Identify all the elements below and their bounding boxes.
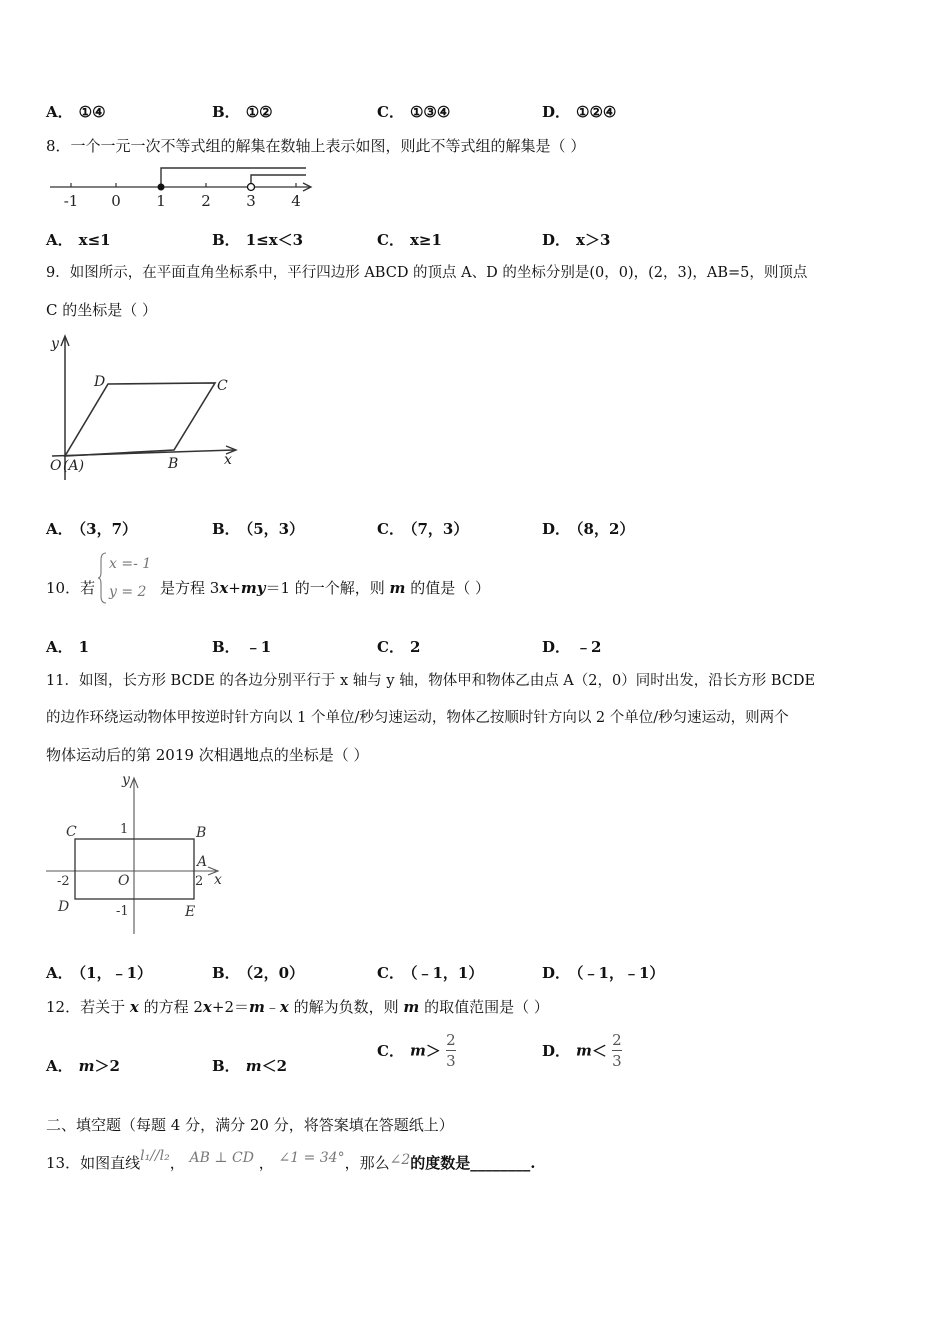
label-b: B — [168, 456, 179, 472]
q10-option-a — [46, 636, 89, 657]
text: 的取值范围是（ ） — [424, 998, 549, 1016]
option-label: B． — [212, 638, 240, 656]
fraction-denominator: 3 — [446, 1052, 456, 1070]
q12-option-a — [46, 1055, 120, 1076]
label-y: y — [51, 336, 59, 352]
label-y: y — [122, 772, 130, 788]
option-text: （2，0） — [245, 964, 305, 982]
q13-stem — [46, 1148, 536, 1175]
option-text: （8，2） — [576, 520, 635, 538]
label-e: E — [185, 904, 196, 920]
option-text: 2 — [409, 638, 421, 656]
option-label: D． — [542, 103, 571, 121]
option-rel: ＜ — [591, 1042, 607, 1060]
option-text: （5，3） — [245, 520, 305, 538]
section-2-title: 二、填空题（每题 4 分，满分 20 分，将答案填在答题纸上） — [46, 1116, 454, 1134]
option-text: x＞3 — [576, 231, 611, 249]
option-label: D． — [542, 964, 571, 982]
option-label: C． — [377, 231, 404, 249]
q9-stem-line2: C 的坐标是（ ） — [46, 301, 158, 319]
tick-label: 1 — [156, 192, 166, 210]
q11-option-a — [46, 962, 152, 983]
q11-stem-line3: 物体运动后的第 2019 次相遇地点的坐标是（ ） — [46, 746, 369, 764]
q11-option-b — [212, 962, 304, 983]
q12-option-d — [542, 1030, 622, 1071]
option-label: B． — [212, 1057, 240, 1075]
fraction — [446, 1030, 456, 1071]
q9-option-b — [212, 518, 304, 539]
q12-options — [46, 1030, 906, 1080]
option-label: C． — [377, 1042, 404, 1060]
option-text: （3，7） — [78, 520, 138, 538]
text: ＝1 的一个解，则 — [265, 579, 385, 597]
label-x: x — [224, 452, 232, 468]
q8-stem: 8．一个一元一次不等式组的解集在数轴上表示如图，则此不等式组的解集是（ ） — [46, 137, 586, 155]
label-neg-two: -2 — [57, 874, 70, 889]
q9-stem-line1: 9．如图所示，在平面直角坐标系中，平行四边形 ABCD 的顶点 A、D 的坐标分别是(0，0)，(2，3)，AB=5，则顶点 — [46, 265, 808, 281]
q8-option-c — [377, 229, 442, 250]
option-text: ①② — [245, 103, 273, 121]
q8-option-d — [542, 229, 610, 250]
tick-label: -1 — [63, 192, 79, 210]
text: 的方程 2 — [143, 998, 203, 1016]
option-text: x≥1 — [409, 231, 442, 249]
q11-option-d — [542, 962, 664, 983]
var-my: my — [240, 579, 266, 597]
q10-prefix: 10．若 — [46, 579, 96, 597]
open-point-icon — [248, 184, 255, 191]
math-angle-2: ∠2 — [389, 1152, 411, 1168]
option-text: （﹣1，1） — [409, 964, 484, 982]
text: 是方程 3 — [160, 579, 220, 597]
option-var: m — [78, 1057, 95, 1075]
closed-point-icon — [158, 184, 165, 191]
option-label: C． — [377, 520, 404, 538]
q10-suffix — [160, 577, 490, 599]
q7-option-c — [377, 101, 450, 122]
tick-label: 0 — [111, 192, 121, 210]
q11-options — [46, 962, 906, 984]
label-c: C — [66, 824, 77, 840]
label-a: (A) — [63, 458, 85, 474]
math-angle-1: ∠1 = 34° — [278, 1150, 345, 1166]
option-label: C． — [377, 103, 404, 121]
label-d: D — [58, 899, 70, 915]
label-c: C — [217, 378, 228, 394]
label-x: x — [214, 872, 222, 888]
var-x: x — [219, 579, 229, 597]
q10-system-brace-icon — [98, 552, 108, 604]
q11-stem-line2: 的边作环绕运动物体甲按逆时针方向以 1 个单位/秒匀速运动，物体乙按顺时针方向以 2 个单位/秒匀速运动，则两个 — [46, 710, 789, 726]
option-text: ①④ — [78, 103, 106, 121]
q9-parallelogram-figure — [44, 332, 244, 482]
option-label: A． — [46, 638, 73, 656]
text: +2＝ — [211, 998, 249, 1016]
option-label: D． — [542, 1042, 571, 1060]
var-x: x — [279, 998, 289, 1016]
text: 12．若关于 — [46, 998, 126, 1016]
option-text: ﹣2 — [576, 638, 602, 656]
q12-option-c — [377, 1030, 456, 1071]
var-x: x — [129, 998, 139, 1016]
label-a: A — [197, 854, 208, 870]
q11-stem-line1: 11．如图，长方形 BCDE 的各边分别平行于 x 轴与 y 轴，物体甲和物体乙由点 A（2，0）同时出发，沿长方形 BCDE — [46, 673, 816, 689]
q10-system-line2: y = 2 — [109, 584, 147, 600]
text: 的值是（ ） — [410, 579, 490, 597]
fraction-numerator: 2 — [446, 1031, 456, 1049]
option-label: A． — [46, 520, 73, 538]
math-perpendicular: AB ⊥ CD — [189, 1150, 254, 1166]
option-text: ﹣1 — [245, 638, 272, 656]
math-parallel: l₁//l₂ — [140, 1148, 170, 1164]
parallelogram-abcd — [65, 383, 215, 456]
q10-options — [46, 636, 906, 658]
var-m: m — [403, 998, 420, 1016]
option-label: C． — [377, 964, 404, 982]
text: ， — [169, 1154, 185, 1172]
answer-blank: 的度数是________. — [410, 1154, 536, 1172]
option-label: D． — [542, 638, 571, 656]
label-one: 1 — [120, 822, 129, 837]
label-two: 2 — [195, 874, 204, 889]
fraction — [612, 1030, 622, 1071]
label-b: B — [196, 825, 207, 841]
q12-option-b — [212, 1055, 287, 1076]
option-label: D． — [542, 520, 571, 538]
fraction-denominator: 3 — [612, 1052, 622, 1070]
var-m: m — [249, 998, 265, 1016]
q7-option-d — [542, 101, 616, 122]
option-label: B． — [212, 231, 240, 249]
solution-bracket-1 — [161, 168, 306, 187]
option-text: （﹣1，﹣1） — [576, 964, 665, 982]
option-text: 1 — [78, 638, 90, 656]
q10-system-line1: x =- 1 — [109, 556, 152, 572]
option-text: ①③④ — [409, 103, 451, 121]
option-var: m — [409, 1041, 426, 1060]
q8-option-a — [46, 229, 111, 250]
option-text: （1，﹣1） — [78, 964, 153, 982]
option-rel: ＜2 — [261, 1057, 287, 1075]
text: + — [228, 579, 241, 597]
text: ﹣ — [264, 998, 280, 1016]
option-text: 1≤x＜3 — [245, 231, 304, 249]
option-text: ①②④ — [576, 103, 617, 121]
q8-options — [46, 229, 906, 251]
solution-bracket-2 — [251, 175, 306, 187]
fraction-numerator: 2 — [612, 1031, 622, 1049]
option-var: m — [245, 1057, 262, 1075]
tick-label: 4 — [291, 192, 301, 210]
option-text: （7，3） — [409, 520, 469, 538]
tick-label: 3 — [246, 192, 256, 210]
option-label: A． — [46, 103, 73, 121]
q12-stem — [46, 996, 549, 1018]
option-label: A． — [46, 964, 73, 982]
q7-option-a — [46, 101, 106, 122]
q7-option-b — [212, 101, 273, 122]
q9-options — [46, 518, 906, 540]
option-rel: ＞2 — [94, 1057, 120, 1075]
var-m: m — [389, 579, 406, 597]
option-label: D． — [542, 231, 571, 249]
label-d: D — [94, 374, 106, 390]
tick-label: 2 — [201, 192, 211, 210]
option-label: C． — [377, 638, 404, 656]
option-rel: ＞ — [425, 1042, 441, 1060]
option-label: A． — [46, 1057, 73, 1075]
var-x: x — [202, 998, 212, 1016]
q10-option-b — [212, 636, 271, 657]
option-label: B． — [212, 520, 240, 538]
q9-option-d — [542, 518, 634, 539]
q10-option-d — [542, 636, 601, 657]
q8-number-line-figure — [44, 162, 319, 214]
text: 的解为负数，则 — [293, 998, 399, 1016]
q11-rectangle-figure — [44, 770, 234, 936]
label-neg-one: -1 — [116, 904, 129, 919]
label-o: O — [118, 873, 130, 889]
text: ， — [258, 1154, 274, 1172]
label-o: O — [50, 458, 62, 474]
q8-option-b — [212, 229, 303, 250]
option-label: B． — [212, 964, 240, 982]
option-label: B． — [212, 103, 240, 121]
q9-option-a — [46, 518, 137, 539]
q7-options — [46, 101, 906, 123]
option-var: m — [576, 1041, 592, 1060]
q9-option-c — [377, 518, 468, 539]
option-text: x≤1 — [78, 231, 111, 249]
option-label: A． — [46, 231, 73, 249]
q10-option-c — [377, 636, 420, 657]
text: ，那么 — [344, 1154, 390, 1172]
q11-option-c — [377, 962, 483, 983]
text: 13．如图直线 — [46, 1154, 141, 1172]
